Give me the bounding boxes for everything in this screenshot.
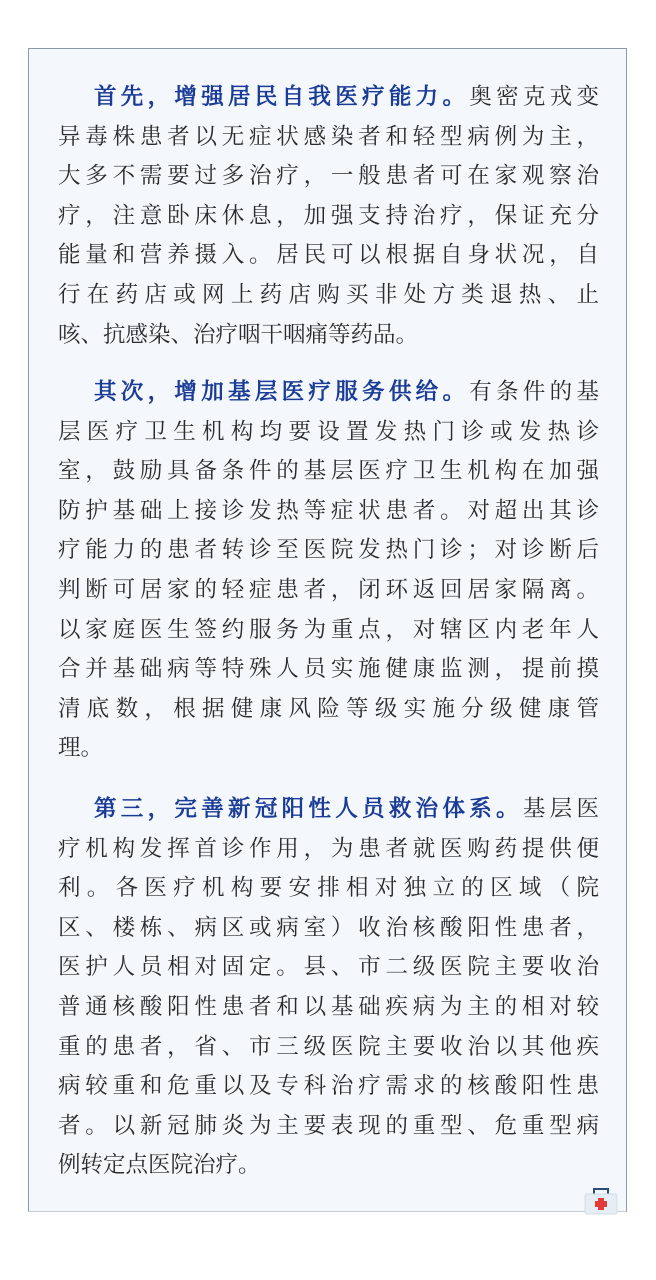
text-line	[58, 571, 599, 611]
paragraph	[58, 78, 599, 355]
text-line	[58, 650, 599, 690]
paragraph-text: 以家庭医生签约服务为重点，对辖区内老年人	[58, 616, 599, 643]
text-line	[58, 531, 599, 571]
text-line	[58, 790, 599, 830]
first-aid-kit-icon	[583, 1186, 619, 1216]
text-line	[58, 948, 599, 988]
text-line	[58, 197, 599, 237]
text-line	[58, 492, 599, 532]
text-line	[58, 1107, 599, 1147]
paragraph-text: 有条件的基	[469, 379, 599, 405]
paragraph-text: 区、楼栋、病区或病室）收治核酸阳性患者，	[58, 914, 599, 941]
text-line	[58, 611, 599, 651]
paragraph-text: 层医疗卫生机构均要设置发热门诊或发热诊	[58, 418, 599, 445]
paragraph-text: 疗能力的患者转诊至医院发热门诊；对诊断后	[58, 537, 599, 564]
text-line	[58, 690, 599, 730]
paragraph-text: 能量和营养摄入。居民可以根据自身状况，自	[58, 242, 599, 269]
paragraph-text: 例转定点医院治疗。	[58, 1152, 261, 1179]
paragraph-text: 清底数，根据健康风险等级实施分级健康管	[58, 695, 599, 722]
paragraph-heading: 第三，完善新冠阳性人员救治体系。	[94, 796, 523, 822]
paragraph-text: 判断可居家的轻症患者，闭环返回居家隔离。	[58, 576, 599, 603]
text-line	[58, 869, 599, 909]
text-line	[58, 316, 599, 356]
paragraph-text: 利。各医疗机构要安排相对独立的区域（院	[58, 875, 599, 902]
text-line	[58, 276, 599, 316]
paragraph-text: 咳、抗感染、治疗咽干咽痛等药品。	[58, 321, 419, 348]
paragraph-text: 合并基础病等特殊人员实施健康监测，提前摸	[58, 656, 599, 683]
text-line	[58, 373, 599, 413]
paragraph-text: 基层医	[522, 796, 599, 822]
text-line	[58, 729, 599, 769]
paragraph-text: 者。以新冠肺炎为主要表现的重型、危重型病	[58, 1112, 599, 1139]
paragraph-text: 防护基础上接诊发热等症状患者。对超出其诊	[58, 497, 599, 524]
paragraph-text: 奥密克戎变	[469, 84, 599, 110]
paragraph-text: 普通核酸阳性患者和以基础疾病为主的相对较	[58, 993, 599, 1020]
text-line	[58, 988, 599, 1028]
text-line	[58, 909, 599, 949]
paragraph-heading: 首先，增强居民自我医疗能力。	[94, 84, 470, 110]
text-line	[58, 78, 599, 118]
text-line	[58, 830, 599, 870]
paragraph-text: 异毒株患者以无症状感染者和轻型病例为主，	[58, 123, 599, 150]
text-line	[58, 236, 599, 276]
text-line	[58, 1146, 599, 1186]
text-line	[58, 157, 599, 197]
text-line	[58, 413, 599, 453]
paragraph-text: 疗，注意卧床休息，加强支持治疗，保证充分	[58, 202, 599, 229]
paragraph-text: 疗机构发挥首诊作用，为患者就医购药提供便	[58, 835, 599, 862]
text-line	[58, 1028, 599, 1068]
paragraph-text: 理。	[58, 735, 104, 762]
paragraph	[58, 373, 599, 769]
paragraph	[58, 790, 599, 1186]
paragraph-text: 医护人员相对固定。县、市二级医院主要收治	[58, 954, 599, 981]
text-line	[58, 452, 599, 492]
paragraph-text: 室，鼓励具备条件的基层医疗卫生机构在加强	[58, 458, 599, 485]
paragraph-text: 行在药店或网上药店购买非处方类退热、止	[58, 281, 599, 308]
paragraph-text: 大多不需要过多治疗，一般患者可在家观察治	[58, 163, 599, 190]
paragraph-heading: 其次，增加基层医疗服务供给。	[94, 379, 470, 405]
text-line	[58, 118, 599, 158]
paragraph-text: 重的患者，省、市三级医院主要收治以其他疾	[58, 1033, 599, 1060]
text-line	[58, 1067, 599, 1107]
paragraph-text: 病较重和危重以及专科治疗需求的核酸阳性患	[58, 1073, 599, 1100]
